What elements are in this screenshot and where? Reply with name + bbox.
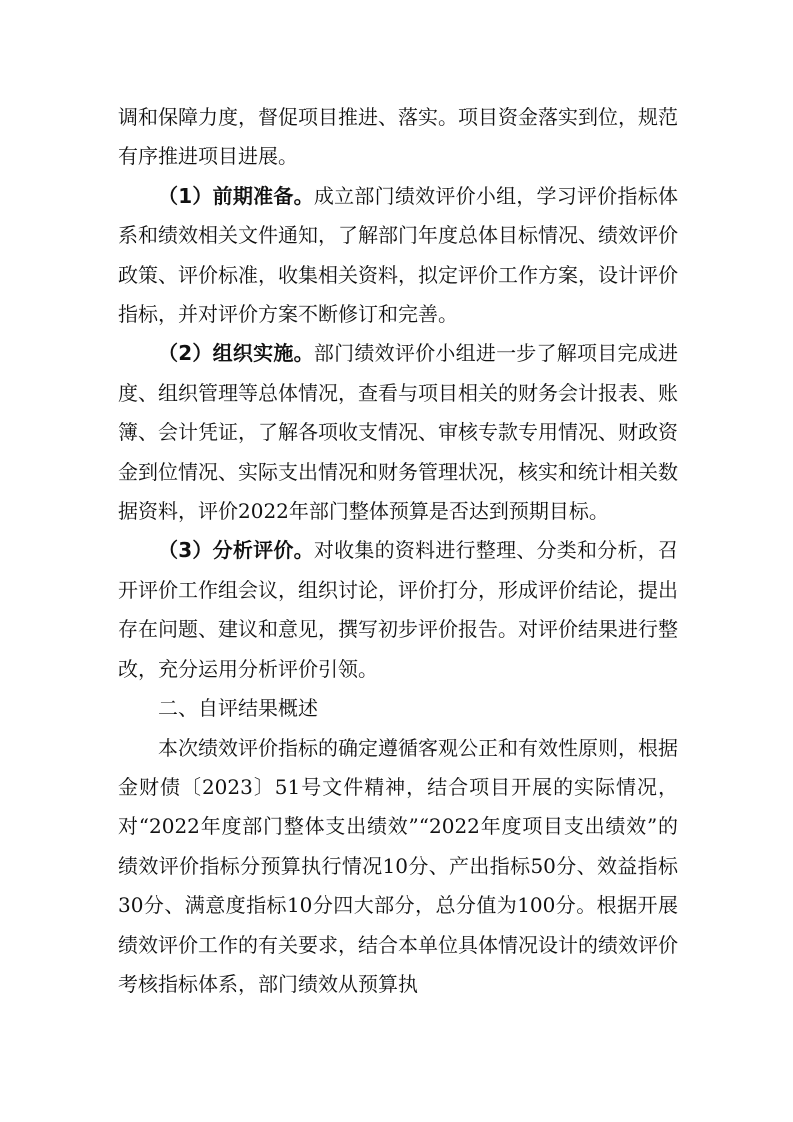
paragraph-continuation [118, 98, 678, 177]
paragraph-text: 成立部门绩效评价小组，学习评价指标体系和绩效相关文件通知，了解部门年度总体目标情况、绩效评价政策、评价标准，收集相关资料，拟定评价工作方案，设计评价指标，并对评价方案不断修订和完善。 [118, 183, 679, 327]
paragraph-lead: （3）分析评价。 [158, 538, 314, 563]
paragraph-lead: （2）组织实施。 [158, 341, 314, 366]
paragraph-text: 部门绩效评价小组进一步了解项目完成进度、组织管理等总体情况，查看与项目相关的财务会计报表、账簿、会计凭证，了解各项收支情况、审核专款专用情况、财政资金到位情况、实际支出情况和财务管理状况，核实和统计相关数据资料，评价2022年部门整体预算是否达到预期目标。 [118, 341, 679, 524]
document-body [118, 98, 678, 1004]
section-heading: 二、自评结果概述 [158, 696, 318, 721]
paragraph-text: 对收集的资料进行整理、分类和分析，召开评价工作组会议，组织讨论，评价打分，形成评价结论，提出存在问题、建议和意见，撰写初步评价报告。对评价结果进行整改，充分运用分析评价引领。 [118, 538, 679, 681]
paragraph-preparation [118, 177, 678, 335]
paragraph-analysis [118, 531, 678, 689]
paragraph-lead: （1）前期准备。 [158, 183, 314, 208]
paragraph-implementation [118, 334, 678, 531]
paragraph-summary: 本次绩效评价指标的确定遵循客观公正和有效性原则，根据金财债〔2023〕51号文件精神，结合项目开展的实际情况，对“2022年度部门整体支出绩效”“2022年度项目支出绩效”的绩效评价指标分预算执行情况10分、产出指标50分、效益指标30分、满意度指标10分四大部分，总分值为100分。根据开展绩效评价工作的有关要求，结合本单位具体情况设计的绩效评价考核指标体系，部门绩效从预算执 [118, 735, 678, 996]
paragraph-text: 调和保障力度，督促项目推进、落实。项目资金落实到位，规范有序推进项目进展。 [118, 105, 678, 169]
